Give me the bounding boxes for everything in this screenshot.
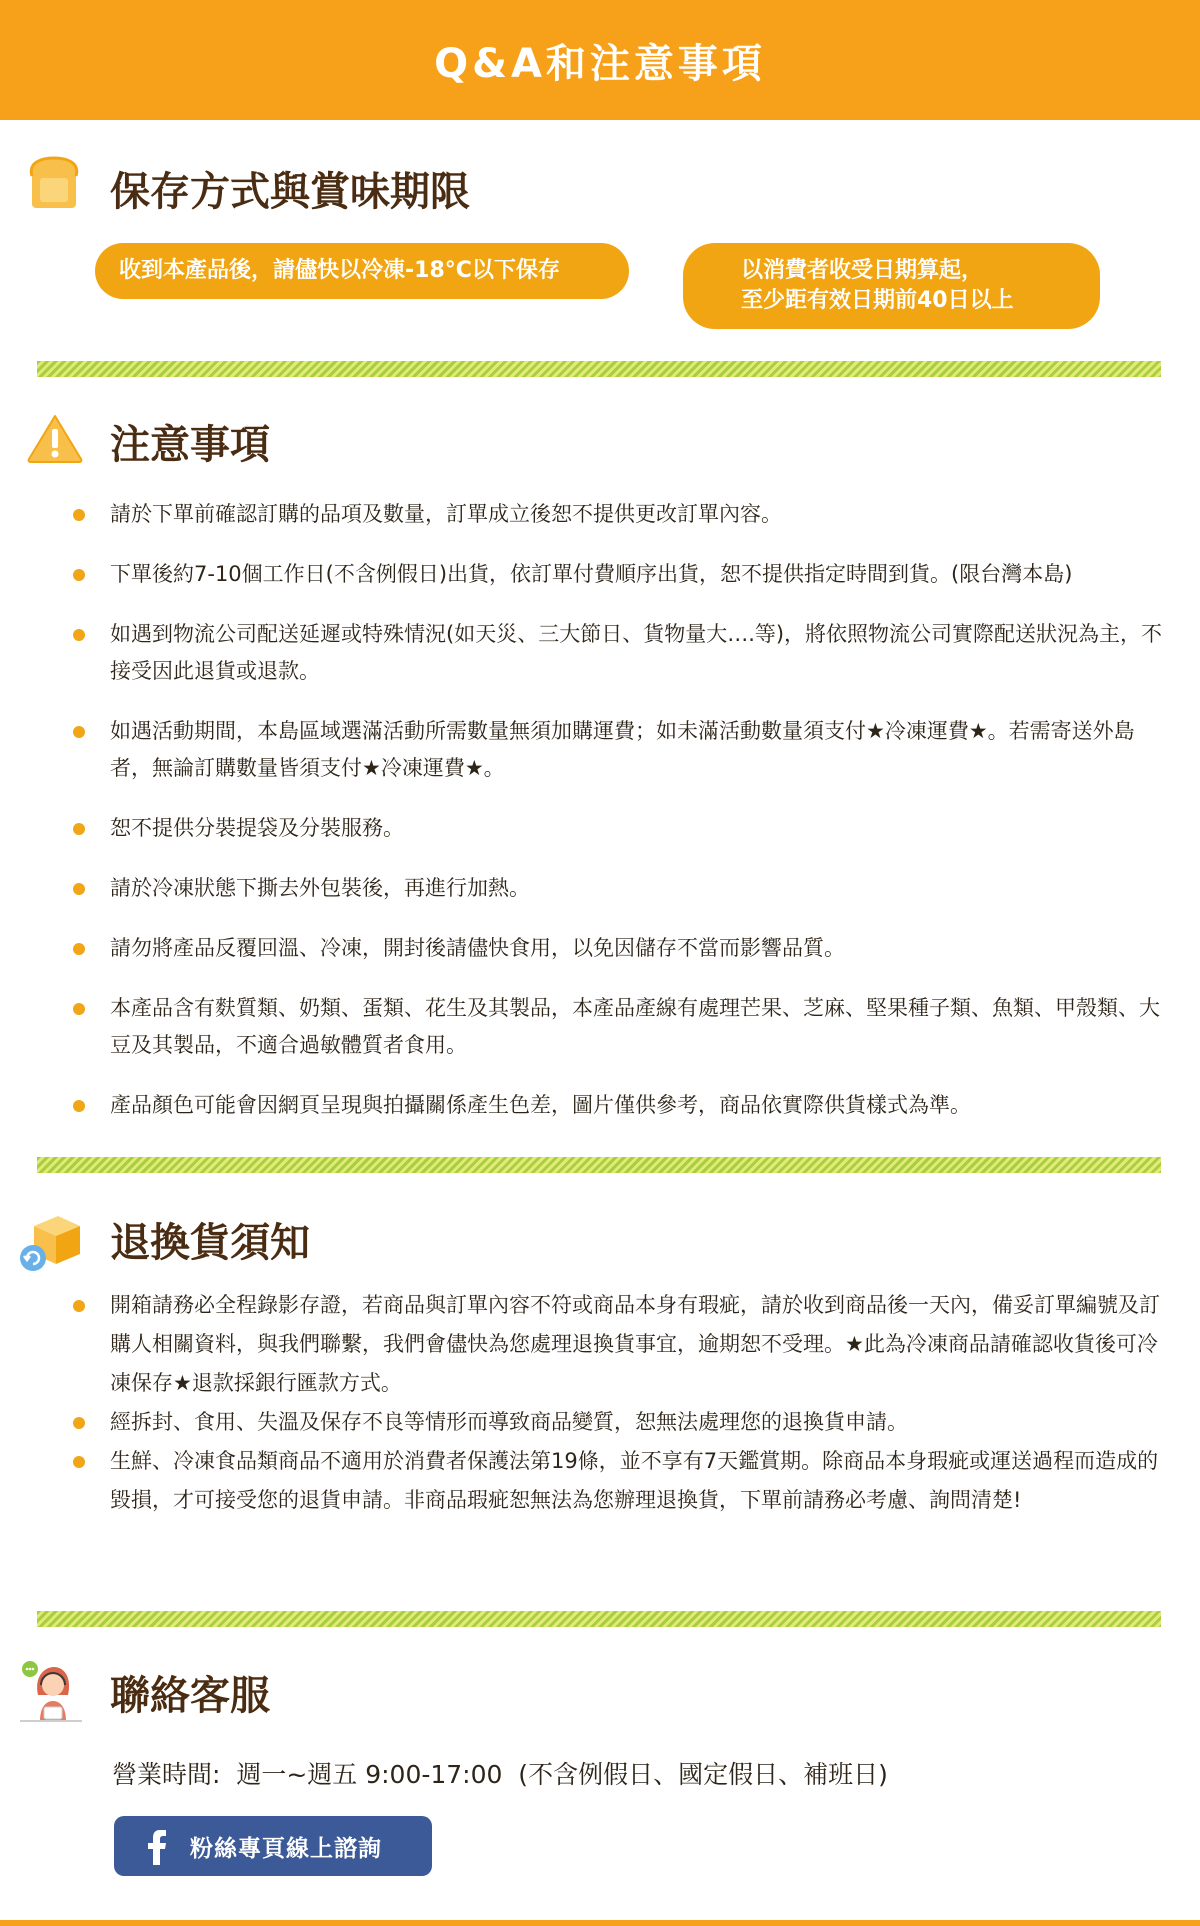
list-item xyxy=(70,1087,1170,1124)
bullet-dot xyxy=(73,883,85,895)
list-item-text: 恕不提供分裝提袋及分裝服務。 xyxy=(110,816,404,840)
list-item xyxy=(70,990,1170,1064)
list-item-text: 如遇到物流公司配送延遲或特殊情況(如天災、三大節日、貨物量大….等)，將依照物流公司實際配送狀況為主，不接受因此退貨或退款。 xyxy=(110,622,1163,683)
returns-list xyxy=(70,1286,1170,1520)
list-item xyxy=(70,930,1170,967)
page-header xyxy=(0,0,1200,120)
bullet-dot xyxy=(73,629,85,641)
footer-bar xyxy=(0,1920,1200,1926)
bullet-dot xyxy=(73,726,85,738)
bullet-dot xyxy=(73,1417,85,1429)
section-divider xyxy=(37,361,1161,377)
list-item xyxy=(70,870,1170,907)
list-item-text: 請於冷凍狀態下撕去外包裝後，再進行加熱。 xyxy=(110,876,530,900)
storage-section-title: 保存方式與賞味期限 xyxy=(110,169,470,215)
expiry-line-2: 至少距有效日期前40日以上 xyxy=(741,288,1014,313)
list-item-text: 本產品含有麩質類、奶類、蛋類、花生及其製品，本產品產線有處理芒果、芝麻、堅果種子類、魚類、甲殼類、大豆及其製品，不適合過敏體質者食用。 xyxy=(110,996,1160,1057)
list-item-text: 開箱請務必全程錄影存證，若商品與訂單內容不符或商品本身有瑕疵，請於收到商品後一天內，備妥訂單編號及訂購人相關資料，與我們聯繫，我們會儘快為您處理退換貨事宜，逾期恕不受理。★此為冷凍商品請確認收貨後可冷凍保存★退款採銀行匯款方式。 xyxy=(110,1293,1160,1395)
list-item-text: 請勿將產品反覆回溫、冷凍，開封後請儘快食用，以免因儲存不當而影響品質。 xyxy=(110,936,845,960)
list-item xyxy=(70,713,1170,787)
page-title: Q&A和注意事項 xyxy=(434,40,766,87)
list-item xyxy=(70,1442,1170,1520)
expiry-line-1: 以消費者收受日期算起， xyxy=(741,258,984,283)
bullet-dot xyxy=(73,509,85,521)
bullet-dot xyxy=(73,1456,85,1468)
list-item xyxy=(70,1286,1170,1403)
list-item xyxy=(70,496,1170,533)
customer-service-icon xyxy=(18,1657,84,1723)
bullet-dot xyxy=(73,569,85,581)
list-item xyxy=(70,616,1170,690)
notes-list xyxy=(70,496,1170,1147)
bread-icon xyxy=(26,154,82,210)
list-item xyxy=(70,810,1170,847)
list-item xyxy=(70,556,1170,593)
list-item-text: 請於下單前確認訂購的品項及數量，訂單成立後恕不提供更改訂單內容。 xyxy=(110,502,782,526)
bullet-dot xyxy=(73,1003,85,1015)
list-item-text: 生鮮、冷凍食品類商品不適用於消費者保護法第19條，並不享有7天鑑賞期。除商品本身瑕疵或運送過程而造成的毀損，才可接受您的退貨申請。非商品瑕疵恕無法為您辦理退換貨，下單前請務必考慮、詢問清楚! xyxy=(110,1449,1159,1512)
facebook-fanpage-button[interactable] xyxy=(114,1816,432,1876)
expiry-date-pill xyxy=(683,243,1100,329)
section-divider xyxy=(37,1611,1161,1627)
bullet-dot xyxy=(73,823,85,835)
list-item-text: 產品顏色可能會因網頁呈現與拍攝關係產生色差，圖片僅供參考，商品依實際供貨樣式為準。 xyxy=(110,1093,971,1117)
contact-section-title: 聯絡客服 xyxy=(110,1673,270,1719)
list-item-text: 如遇活動期間，本島區域選滿活動所需數量無須加購運費；如未滿活動數量須支付★冷凍運費★。若需寄送外島者，無論訂購數量皆須支付★冷凍運費★。 xyxy=(110,719,1135,780)
list-item xyxy=(70,1403,1170,1442)
return-box-icon xyxy=(18,1212,82,1274)
facebook-button-label: 粉絲專頁線上諮詢 xyxy=(190,1835,382,1862)
storage-temperature-pill xyxy=(95,243,629,299)
returns-section-title: 退換貨須知 xyxy=(110,1220,310,1266)
notes-section-title: 注意事項 xyxy=(110,422,270,468)
warning-icon xyxy=(26,413,84,463)
facebook-icon xyxy=(138,1827,176,1865)
list-item-text: 經拆封、食用、失溫及保存不良等情形而導致商品變質，恕無法處理您的退換貨申請。 xyxy=(110,1410,908,1434)
list-item-text: 下單後約7-10個工作日(不含例假日)出貨，依訂單付費順序出貨，恕不提供指定時間到貨。(限台灣本島) xyxy=(110,562,1073,586)
storage-temperature-text: 收到本產品後，請儘快以冷凍-18°C以下保存 xyxy=(119,258,560,283)
bullet-dot xyxy=(73,1300,85,1312)
section-divider xyxy=(37,1157,1161,1173)
business-hours: 營業時間: 週一~週五 9:00-17:00 (不含例假日、國定假日、補班日) xyxy=(112,1760,888,1789)
bullet-dot xyxy=(73,943,85,955)
bullet-dot xyxy=(73,1100,85,1112)
